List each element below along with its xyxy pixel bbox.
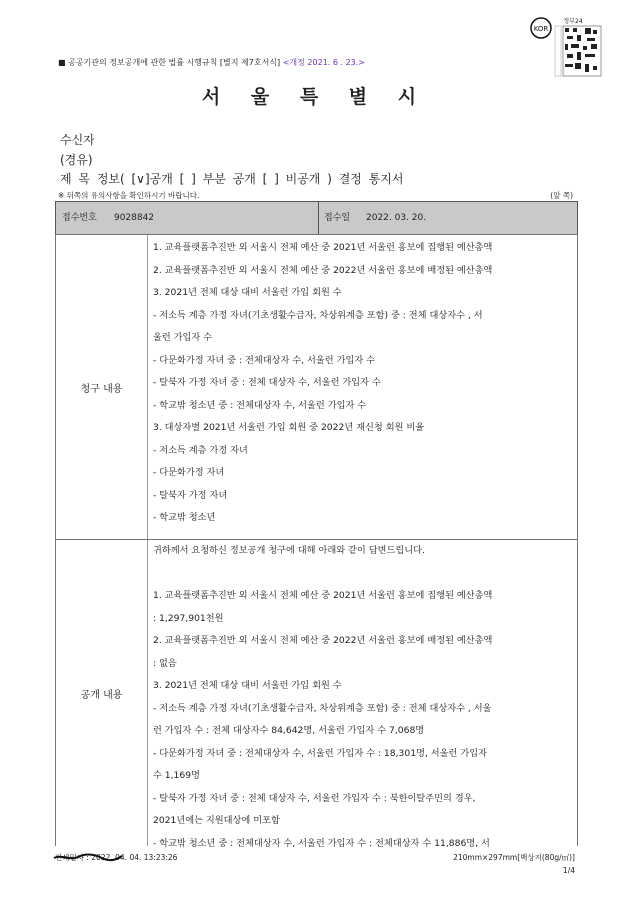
via-label: (경유)	[60, 153, 93, 167]
disclosure-line: : 1,297,901천원	[153, 612, 224, 624]
request-line: - 저소득 계층 가정 자녀(기초생활수급자, 차상위계층 포함) 중 : 전체 대상자수 , 서	[153, 309, 483, 321]
disclosure-line: - 저소득 계층 가정 자녀(기초생활수급자, 차상위계층 포함) 중 : 전체 대상자수 , 서울	[153, 702, 492, 714]
receipt-row	[55, 201, 578, 235]
request-line: 2. 교육플랫폼추진반 외 서울시 전체 예산 중 2022년 서울런 홍보에 배정된 예산총액	[153, 264, 493, 276]
disclosure-line: : 없음	[153, 657, 177, 669]
disclosure-line: 3. 2021년 전체 대상 대비 서울런 가입 회원 수	[153, 680, 342, 691]
disclosure-content	[153, 540, 571, 855]
receipt-number-label: 접수번호	[62, 213, 97, 223]
request-line: - 학교밖 청소년 중 : 전체대상자 수, 서울런 가입자 수	[153, 399, 367, 411]
request-section	[55, 234, 578, 540]
request-line: - 학교밖 청소년	[153, 512, 216, 523]
recipient-label: 수신자	[60, 133, 95, 147]
receipt-date: 2022. 03. 20.	[366, 213, 427, 223]
disclosure-line: - 학교밖 청소년 중 : 전체대상자 수, 서울런 가입자 수 : 전체대상자 수 11,886명, 서	[153, 837, 490, 849]
notice-text: ※ 뒤쪽의 유의사항을 확인하시기 바랍니다.	[58, 191, 200, 200]
law-reference	[58, 57, 365, 68]
request-line: - 다문화가정 자녀	[153, 467, 225, 478]
receipt-number: 9028842	[114, 213, 155, 223]
law-reference-text: ■ 공공기관의 정보공개에 관한 법률 시행규칙 [별지 제7호서식]	[58, 58, 281, 67]
disclosure-line: 2. 교육플랫폼추진반 외 서울시 전체 예산 중 2022년 서울런 홍보에 배정된 예산총액	[153, 635, 493, 646]
request-line: 3. 2021년 전체 대상 대비 서울런 가입 회원 수	[153, 287, 342, 298]
disclosure-line: 귀하께서 요청하신 정보공개 청구에 대해 아래와 같이 답변드립니다.	[153, 545, 425, 556]
receipt-date-label: 접수일	[324, 213, 351, 223]
request-line: - 탈북자 가정 자녀 중 : 전체 대상자 수, 서울런 가입자 수	[153, 377, 381, 388]
document-title: 서 울 특 별 시	[201, 86, 429, 108]
request-line: 울런 가입자 수	[153, 332, 213, 343]
request-line: - 탈북자 가정 자녀	[153, 489, 228, 501]
page-side-label: (앞 쪽)	[550, 191, 573, 200]
disclosure-line: 1. 교육플랫폼추진반 외 서울시 전체 예산 중 2021년 서울런 홍보에 집행된 예산총액	[153, 590, 493, 601]
svg-text:KOR: KOR	[533, 25, 549, 33]
request-line: - 다문화가정 자녀 중 : 전체대상자 수, 서울런 가입자 수	[153, 354, 375, 366]
request-line: 1. 교육플랫폼추진반 외 서울시 전체 예산 중 2021년 서울런 홍보에 집행된 예산총액	[153, 242, 493, 253]
disclosure-label: 공개 내용	[56, 540, 148, 846]
document-subject: 제 목 정보( [∨]공개 [ ] 부분 공개 [ ] 비공개 ) 결정 통지서	[60, 172, 404, 186]
disclosure-line: 런 가입자 수 : 전체 대상자수 84,642명, 서울런 가입자 수 7,068명	[153, 725, 425, 736]
disclosure-line: - 다문화가정 자녀 중 : 전체대상자 수, 서울런 가입자 수 : 18,301명, 서울런 가입자	[153, 747, 487, 759]
redaction-scribble	[52, 852, 124, 862]
revision-date: <개정 2021. 6 . 23.>	[282, 58, 366, 67]
page-number: 1/4	[562, 866, 575, 875]
disclosure-line	[153, 563, 571, 586]
paper-spec: 210mm×297mm[백상지(80g/㎡)]	[453, 853, 575, 862]
request-content	[153, 237, 571, 530]
stamp-org-label: 정부24	[563, 18, 583, 25]
government-seal-qr	[527, 8, 607, 78]
request-label: 청구 내용	[56, 235, 148, 539]
request-line: 3. 대상자별 2021년 서울런 가입 회원 중 2022년 재신청 회원 비율	[153, 422, 425, 433]
disclosure-line: 2021년에는 지원대상에 미포함	[153, 815, 280, 826]
print-date: 인쇄일자 : 2022. 04. 04. 13:23:26	[55, 853, 178, 862]
disclosure-section	[55, 539, 578, 849]
disclosure-line: 수 1,169명	[153, 770, 200, 781]
disclosure-line: - 탈북자 가정 자녀 중 : 전체 대상자 수, 서울런 가입자 수 : 북한이탈주민의 경우,	[153, 792, 476, 804]
request-line: - 저소득 계층 가정 자녀	[153, 444, 248, 456]
